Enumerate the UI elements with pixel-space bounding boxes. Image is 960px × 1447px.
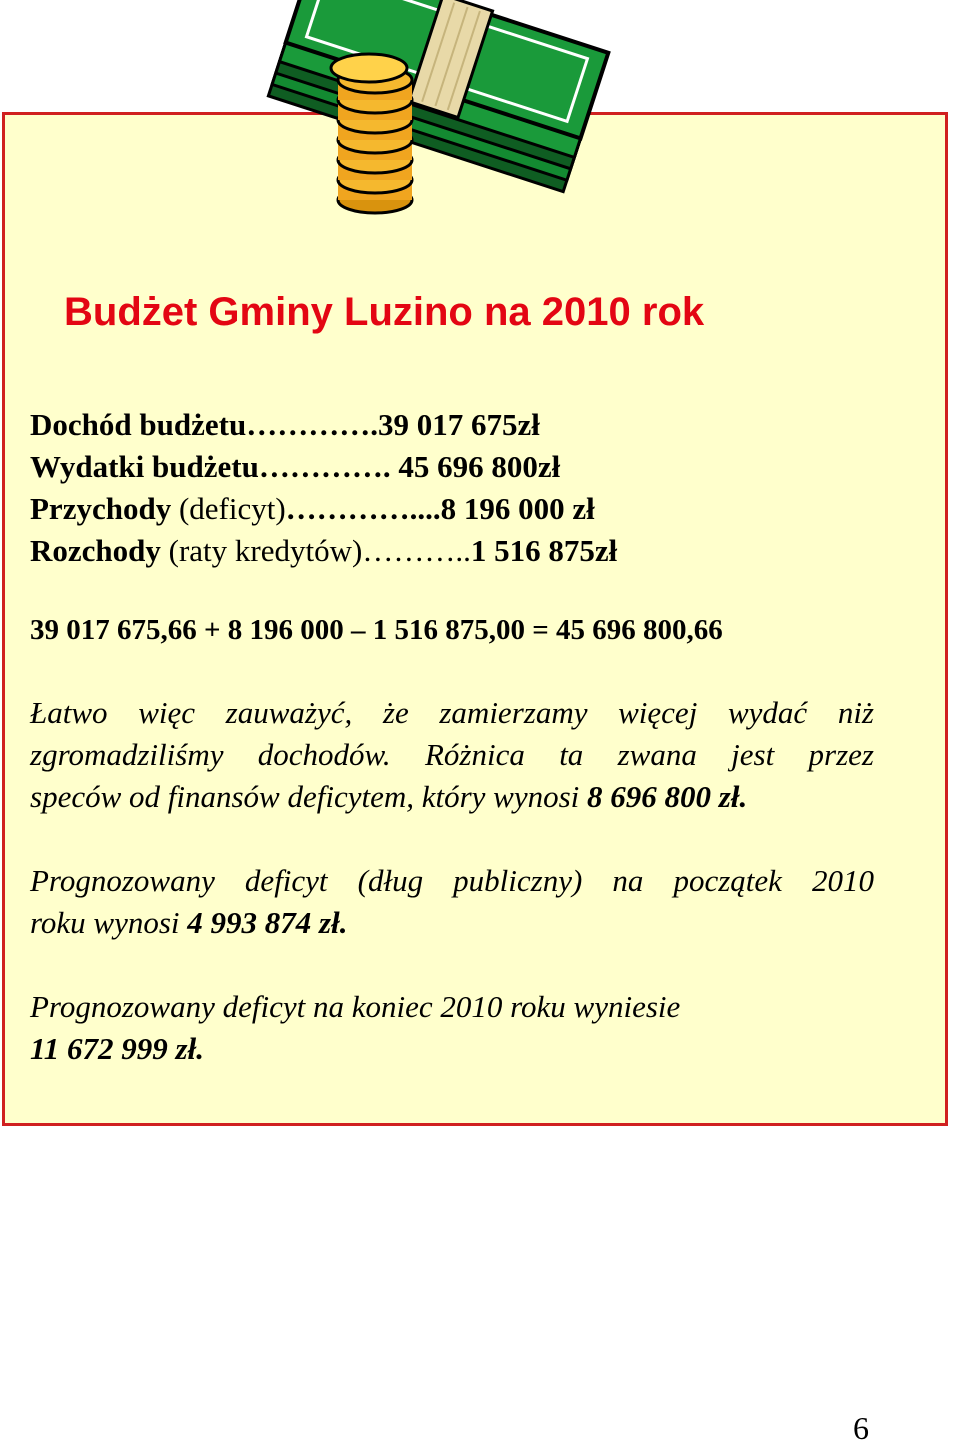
paragraph-text: roku wynosi [30, 905, 188, 940]
paragraph-line: Prognozowany deficyt (dług publiczny) na początek 2010 [30, 863, 874, 898]
disbursements-note: (raty kredytów) [160, 533, 363, 568]
budget-summary [30, 404, 617, 572]
paragraph-line [30, 776, 874, 818]
paragraph-line: Prognozowany deficyt na koniec 2010 roku wyniesie [30, 989, 681, 1024]
disbursements-label: Rozchody [30, 533, 161, 568]
expenses-row [30, 446, 617, 488]
paragraph-text: speców od finansów deficytem, który wynosi [30, 779, 588, 814]
revenues-row [30, 488, 617, 530]
debt-end-value: 11 672 999 zł. [30, 1031, 204, 1066]
income-label: Dochód budżetu [30, 407, 247, 442]
disbursements-value: 1 516 875zł [470, 533, 618, 568]
debt-start-value: 4 993 874 zł. [187, 905, 348, 940]
paragraph-line: zgromadziliśmy dochodów. Różnica ta zwana jest przez [30, 737, 874, 772]
debt-end-paragraph [30, 986, 874, 1070]
expenses-value: 45 696 800zł [390, 449, 561, 484]
deficit-explanation [30, 692, 874, 818]
revenues-value: 8 196 000 zł [440, 491, 595, 526]
expenses-label: Wydatki budżetu [30, 449, 259, 484]
money-stack-with-coins-icon [245, 0, 615, 225]
income-leader: …………. [246, 407, 378, 442]
deficit-value: 8 696 800 zł. [587, 779, 748, 814]
income-value: 39 017 675zł [377, 407, 540, 442]
income-row [30, 404, 617, 446]
paragraph-line [30, 902, 874, 944]
budget-formula: 39 017 675,66 + 8 196 000 – 1 516 875,00 = 45 696 800,66 [30, 614, 723, 646]
expenses-leader: …………. [258, 449, 391, 484]
disbursements-row [30, 530, 617, 572]
page-title: Budżet Gminy Luzino na 2010 rok [64, 290, 705, 334]
page-number: 6 [853, 1410, 869, 1446]
revenues-label: Przychody [30, 491, 172, 526]
paragraph-line: Łatwo więc zauważyć, że zamierzamy więcej wydać niż [30, 695, 874, 730]
disbursements-leader: ……….. [362, 533, 471, 568]
revenues-note: (deficyt) [171, 491, 286, 526]
revenues-leader: ………….... [285, 491, 441, 526]
debt-start-paragraph [30, 860, 874, 944]
